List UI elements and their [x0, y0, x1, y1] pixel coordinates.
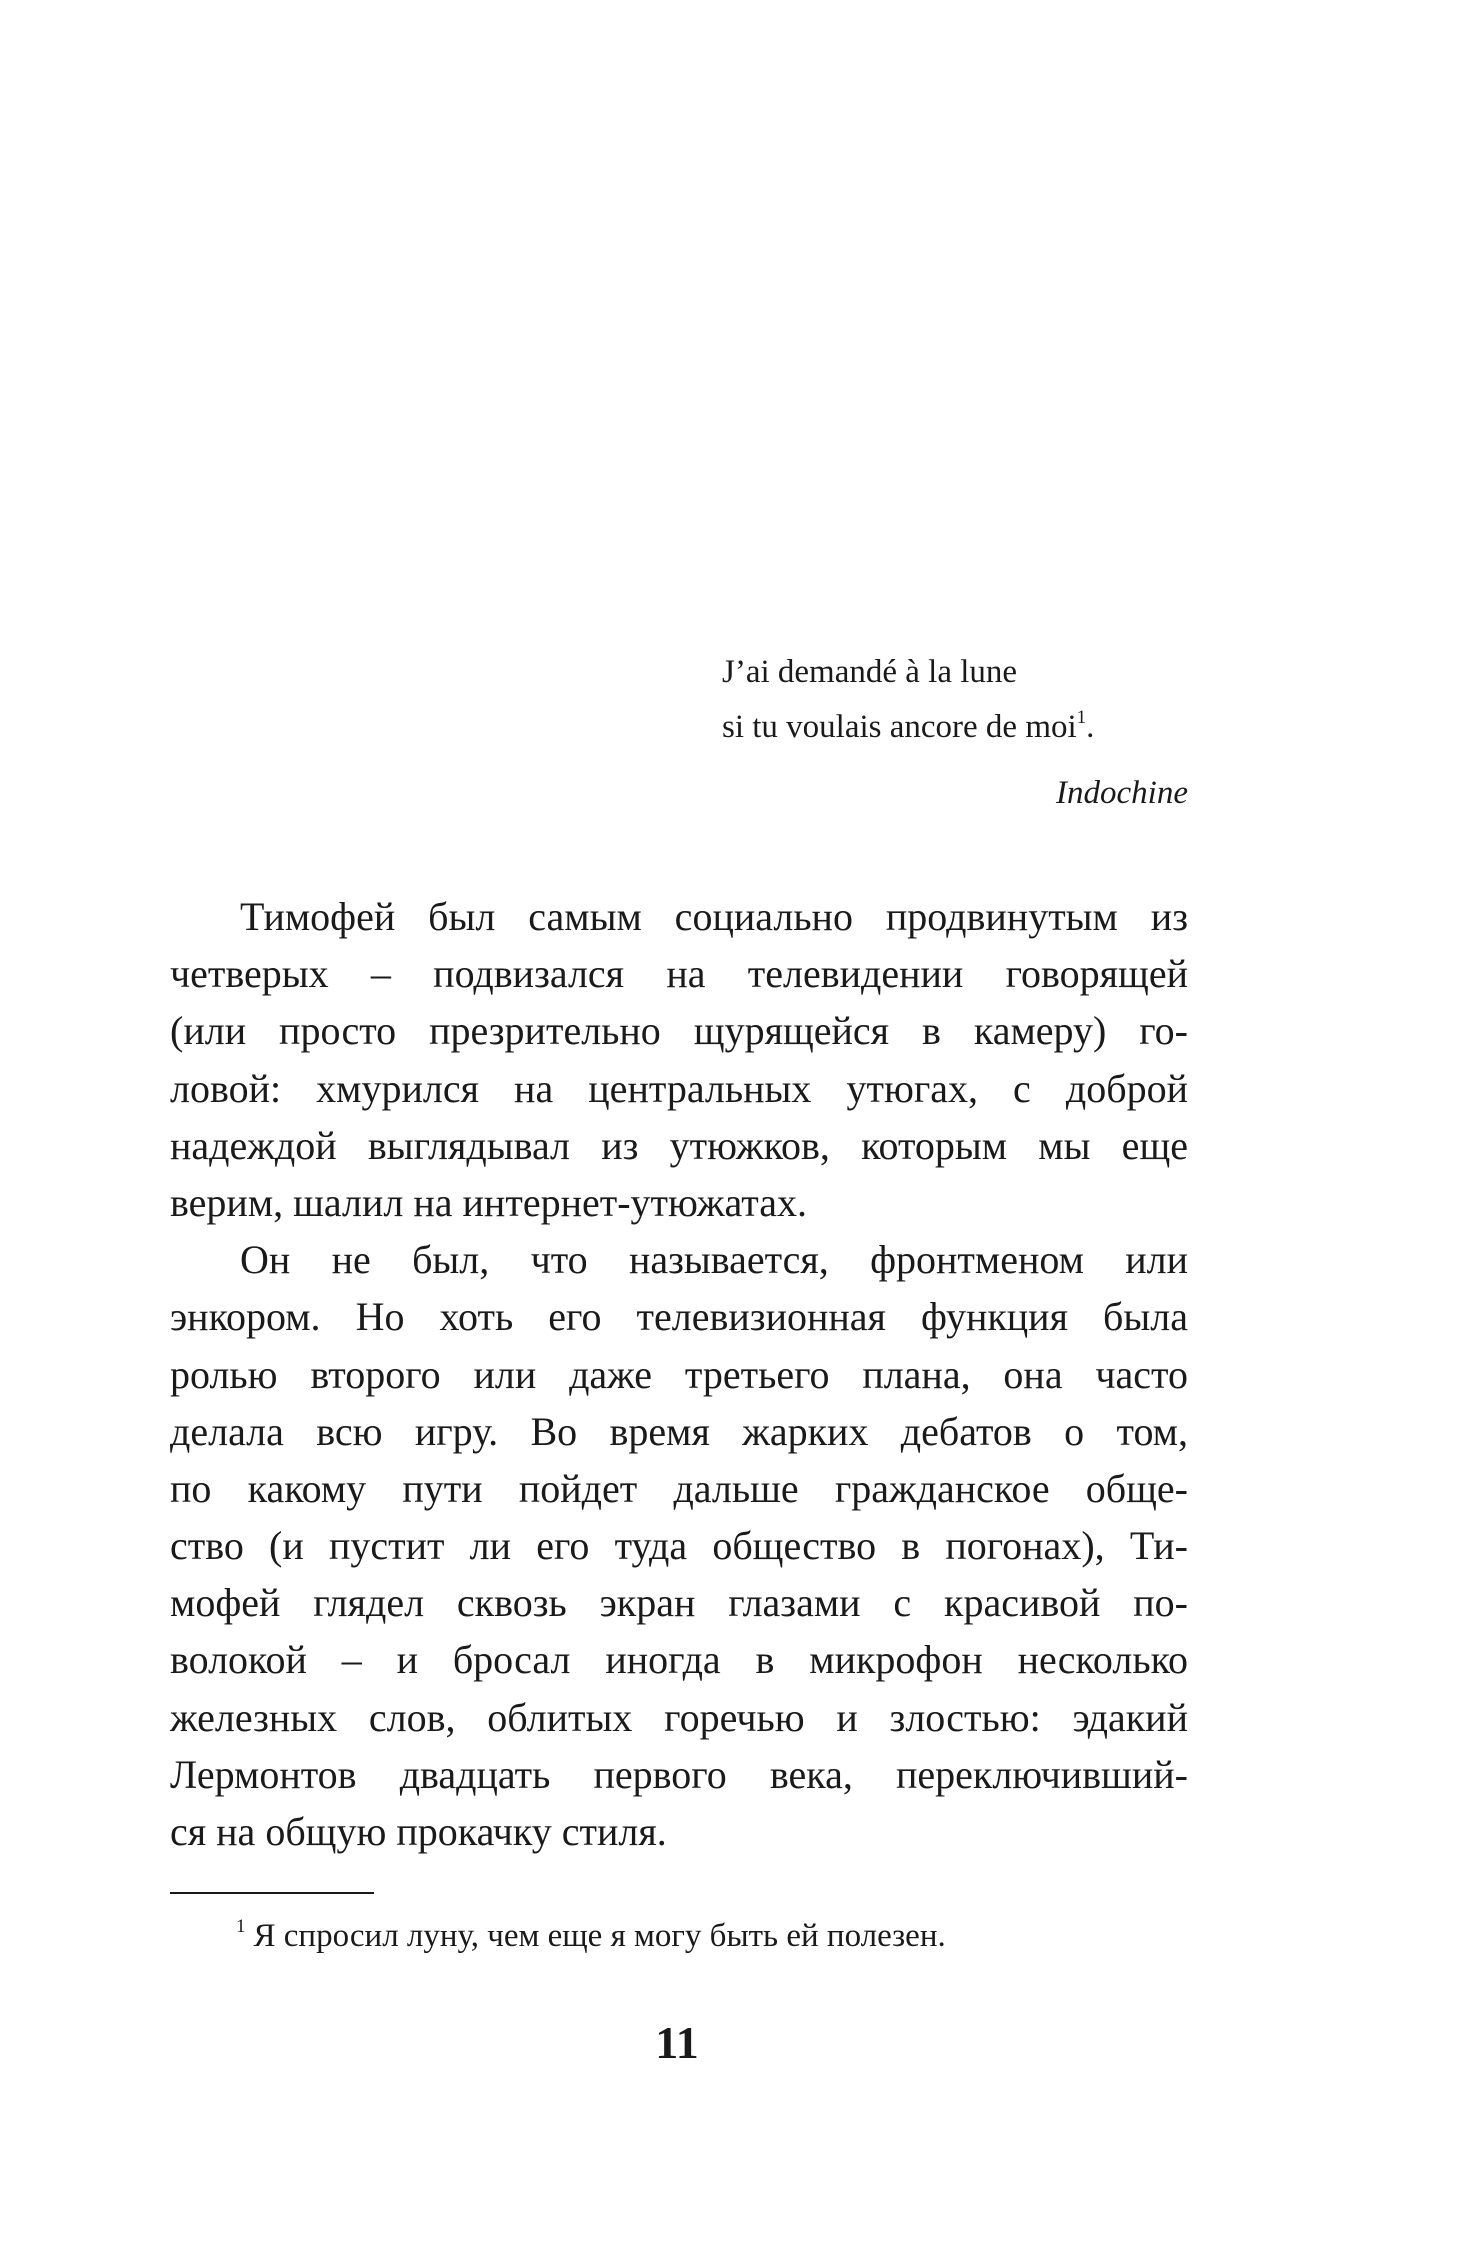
epigraph-line-2-text: si tu voulais ancore de moi [722, 709, 1077, 745]
text-line: (или просто презрительно щурящейся в камеру) го- [170, 1008, 1188, 1054]
text-line: Лермонтов двадцать первого века, переключивший- [170, 1751, 1188, 1797]
main-text [170, 888, 1188, 1860]
text-line: ловой: хмурился на центральных утюгах, с доброй [170, 1065, 1188, 1111]
epigraph-line-2-end: . [1086, 709, 1095, 745]
page-number: 11 [655, 2017, 699, 2068]
text-line: ролью второго или даже третьего плана, она часто [170, 1351, 1188, 1397]
text-line: Тимофей был самым социально продвинутым из [240, 894, 1188, 939]
text-line: ся на общую прокачку стиля. [170, 1809, 667, 1854]
epigraph-line-2 [722, 700, 1192, 755]
footnote-divider [170, 1892, 374, 1894]
text-line: мофей глядел сквозь экран глазами с красивой по- [170, 1580, 1188, 1626]
text-line: Он не был, что называется, фронтменом или [240, 1237, 1188, 1283]
text-line: верим, шалил на интернет-утюжатах. [170, 1179, 807, 1225]
footnote [236, 1916, 946, 1956]
text-line: по какому пути пойдет дальше гражданское обще- [170, 1465, 1188, 1511]
text-line: волокой – и бросал иногда в микрофон несколько [170, 1637, 1188, 1683]
text-line: делала всю игру. Во время жарких дебатов о том, [170, 1408, 1188, 1454]
text-line: надеждой выглядывал из утюжков, которым мы еще [170, 1122, 1188, 1168]
epigraph-author: Indochine [1056, 775, 1188, 811]
text-line: железных слов, облитых горечью и злостью: эдакий [170, 1694, 1188, 1740]
epigraph-line-1: J’ai demandé à la lune [722, 654, 1018, 690]
footnote-reference[interactable]: 1 [1076, 707, 1087, 728]
text-line: ство (и пустит ли его туда общество в погонах), Ти- [170, 1523, 1188, 1569]
text-line: энкором. Но хоть его телевизионная функция была [170, 1294, 1188, 1340]
footnote-text: Я спросил луну, чем еще я могу быть ей полезен. [253, 1918, 946, 1954]
epigraph [722, 645, 1192, 821]
footnote-marker: 1 [236, 1916, 246, 1937]
text-line: четверых – подвизался на телевидении говорящей [170, 951, 1188, 997]
